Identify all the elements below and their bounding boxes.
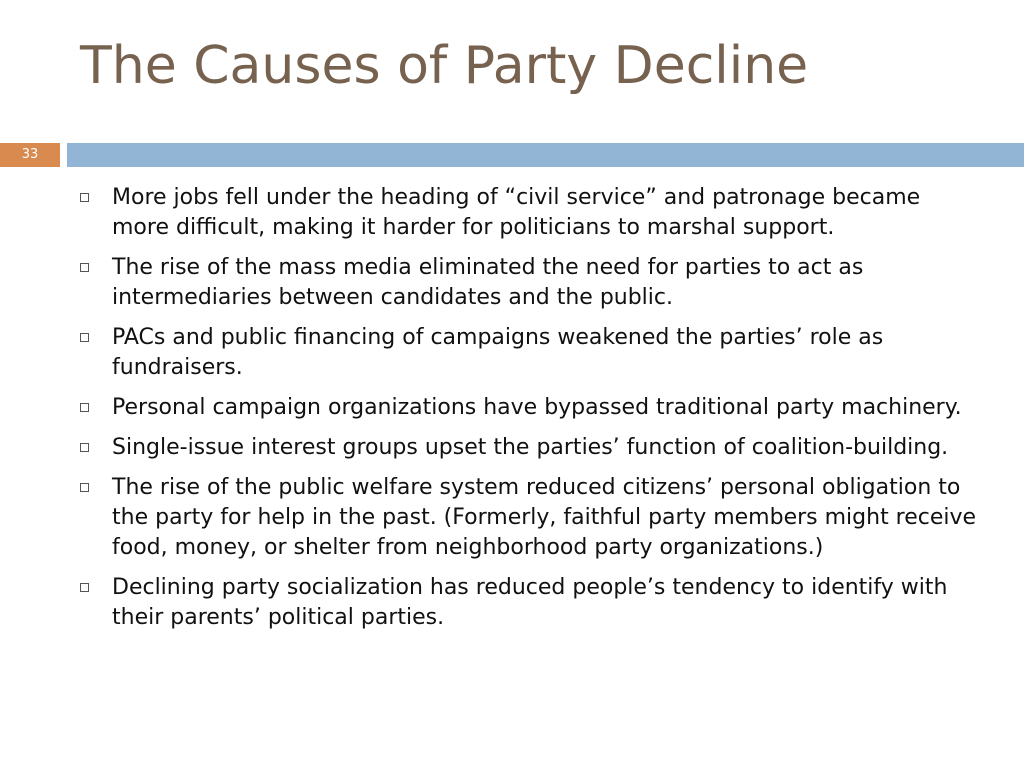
- hollow-square-icon: [80, 443, 89, 452]
- slide-number: 33: [0, 143, 60, 167]
- bullet-text: PACs and public financing of campaigns weakened the parties’ role as fundraisers.: [112, 325, 884, 380]
- bullet-item: [80, 183, 980, 243]
- bullet-text: The rise of the public welfare system reduced citizens’ personal obligation to the party for help in the past. (Formerly, faithful party members might receive food, money, or shelter from neighborhood party organizations.): [112, 475, 977, 560]
- bullet-text: The rise of the mass media eliminated the need for parties to act as intermediaries between candidates and the public.: [112, 255, 864, 310]
- bullet-text: Declining party socialization has reduced people’s tendency to identify with their parents’ political parties.: [112, 575, 948, 630]
- hollow-square-icon: [80, 583, 89, 592]
- hollow-square-icon: [80, 483, 89, 492]
- bullet-text: Single-issue interest groups upset the parties’ function of coalition-building.: [112, 435, 949, 460]
- bullet-item: [80, 473, 980, 563]
- bullet-item: [80, 323, 980, 383]
- bullet-item: [80, 393, 980, 423]
- hollow-square-icon: [80, 263, 89, 272]
- hollow-square-icon: [80, 193, 89, 202]
- hollow-square-icon: [80, 333, 89, 342]
- title-divider-bar: [67, 143, 1024, 167]
- bullet-item: [80, 573, 980, 633]
- hollow-square-icon: [80, 403, 89, 412]
- bullet-item: [80, 253, 980, 313]
- bullet-text: Personal campaign organizations have bypassed traditional party machinery.: [112, 395, 962, 420]
- bullet-list: [80, 183, 980, 643]
- bullet-text: More jobs fell under the heading of “civil service” and patronage became more difficult, making it harder for politicians to marshal support.: [112, 185, 921, 240]
- slide-title: The Causes of Party Decline: [80, 36, 809, 96]
- bullet-item: [80, 433, 980, 463]
